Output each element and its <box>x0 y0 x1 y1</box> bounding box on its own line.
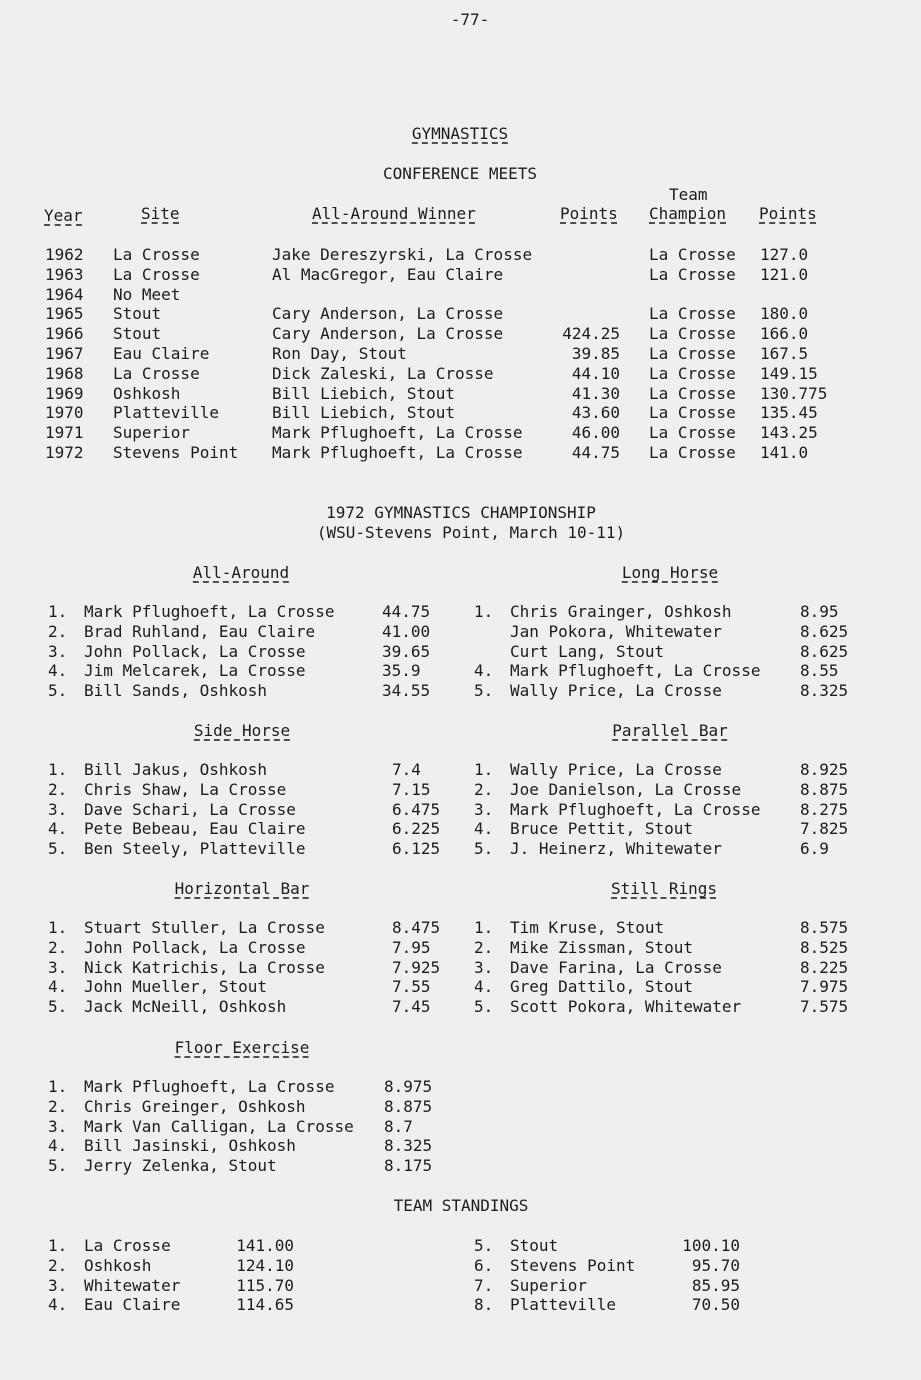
entry-score: 8.175 <box>384 1156 433 1176</box>
entry-score: 34.55 <box>382 681 431 701</box>
entry-name: Mark Pflughoeft, La Crosse <box>84 1077 335 1096</box>
entry-place: 4. <box>474 819 494 839</box>
entry-name: Wally Price, La Crosse <box>510 681 722 701</box>
entry-place: 1. <box>474 760 494 779</box>
entry-score: 6.125 <box>392 839 441 859</box>
row-team-champion: La Crosse <box>649 245 736 264</box>
row-year: 1967 <box>45 344 84 363</box>
entry-name: Dave Farina, La Crosse <box>510 957 722 977</box>
entry-score: 7.45 <box>392 997 431 1017</box>
entry-place: 2. <box>48 937 68 957</box>
entry-place: 4. <box>474 661 494 681</box>
header-team-line2: Champion <box>649 204 727 223</box>
standing-team: Eau Claire <box>84 1295 181 1315</box>
row-team-points: 166.0 <box>760 324 809 344</box>
row-site: Oshkosh <box>113 383 181 403</box>
entry-place: 5. <box>48 681 68 701</box>
row-team-points: 127.0 <box>760 245 809 264</box>
entry-place: 2. <box>474 937 494 957</box>
row-points: 44.75 <box>571 443 620 462</box>
standing-team: Stevens Point <box>510 1255 636 1275</box>
entry-score: 6.225 <box>392 819 441 839</box>
row-site: Stout <box>113 304 162 324</box>
event-heading: Horizontal Bar <box>174 879 310 898</box>
row-points: 44.10 <box>571 363 620 383</box>
entry-score: 8.95 <box>800 602 839 621</box>
standing-points: 114.65 <box>236 1295 294 1315</box>
row-points: 41.30 <box>571 383 620 403</box>
entry-place: 4. <box>48 819 68 839</box>
standing-points: 95.70 <box>691 1255 740 1275</box>
entry-name: Chris Shaw, La Crosse <box>84 779 287 799</box>
row-team-champion: La Crosse <box>649 423 736 443</box>
entry-name: Brad Ruhland, Eau Claire <box>84 621 316 641</box>
row-points: 46.00 <box>571 423 620 443</box>
entry-place: 1. <box>48 602 68 621</box>
row-site: Stout <box>113 324 162 344</box>
row-team-champion: La Crosse <box>649 403 736 423</box>
entry-name: Jim Melcarek, La Crosse <box>84 661 306 681</box>
row-team-points: 135.45 <box>760 403 818 423</box>
row-team-champion: La Crosse <box>649 324 736 344</box>
page-number: -77- <box>450 10 490 29</box>
row-winner: Ron Day, Stout <box>272 344 407 363</box>
entry-score: 35.9 <box>382 661 421 681</box>
event-heading: Side Horse <box>193 721 291 740</box>
header-team-points: Points <box>759 204 817 223</box>
standing-place: 3. <box>48 1275 68 1295</box>
entry-place: 2. <box>48 779 68 799</box>
row-winner: Cary Anderson, La Crosse <box>272 304 504 324</box>
entry-name: Mark Pflughoeft, La Crosse <box>510 661 761 681</box>
entry-name: John Pollack, La Crosse <box>84 641 306 661</box>
header-site: Site <box>141 204 180 223</box>
event-heading: All-Around <box>192 563 290 582</box>
row-winner: Al MacGregor, Eau Claire <box>272 264 504 284</box>
entry-score: 8.875 <box>384 1096 433 1116</box>
entry-name: J. Heinerz, Whitewater <box>510 839 722 859</box>
entry-score: 7.55 <box>392 977 431 997</box>
section-title: GYMNASTICS <box>411 124 509 143</box>
entry-place: 4. <box>474 977 494 997</box>
row-team-points: 180.0 <box>760 304 809 324</box>
row-team-champion: La Crosse <box>649 363 736 383</box>
entry-place: 5. <box>474 839 494 859</box>
entry-place: 3. <box>48 799 68 819</box>
entry-score: 8.225 <box>800 957 849 977</box>
row-site: Eau Claire <box>113 344 210 363</box>
standing-points: 85.95 <box>691 1275 740 1295</box>
standing-team: Stout <box>510 1236 559 1255</box>
entry-name: Ben Steely, Platteville <box>84 839 306 859</box>
row-site: La Crosse <box>113 245 200 264</box>
entry-name: Scott Pokora, Whitewater <box>510 997 742 1017</box>
team-standings-title: TEAM STANDINGS <box>393 1196 529 1215</box>
championship-subtitle: (WSU-Stevens Point, March 10-11) <box>316 523 626 542</box>
entry-place: 3. <box>48 957 68 977</box>
entry-name: Mike Zissman, Stout <box>510 937 694 957</box>
entry-score: 39.65 <box>382 641 431 661</box>
row-points: 39.85 <box>571 344 620 363</box>
entry-score: 41.00 <box>382 621 431 641</box>
row-winner: Bill Liebich, Stout <box>272 403 456 423</box>
row-team-points: 141.0 <box>760 443 809 462</box>
entry-place: 5. <box>48 997 68 1017</box>
standing-place: 2. <box>48 1255 68 1275</box>
entry-name: Mark Van Calligan, La Crosse <box>84 1116 354 1136</box>
entry-score: 8.55 <box>800 661 839 681</box>
row-team-champion: La Crosse <box>649 264 736 284</box>
row-site: Platteville <box>113 403 219 423</box>
entry-place: 4. <box>48 977 68 997</box>
event-heading: Long Horse <box>621 563 719 582</box>
entry-score: 8.7 <box>384 1116 413 1136</box>
row-year: 1962 <box>45 245 84 264</box>
entry-score: 8.625 <box>800 641 849 661</box>
entry-place: 1. <box>474 918 494 937</box>
entry-score: 8.625 <box>800 621 849 641</box>
standing-place: 5. <box>474 1236 494 1255</box>
entry-name: Jan Pokora, Whitewater <box>510 621 722 641</box>
entry-score: 7.95 <box>392 937 431 957</box>
championship-title: 1972 GYMNASTICS CHAMPIONSHIP <box>326 503 596 522</box>
entry-name: Tim Kruse, Stout <box>510 918 665 937</box>
entry-name: Dave Schari, La Crosse <box>84 799 296 819</box>
row-year: 1966 <box>45 324 84 344</box>
entry-score: 7.975 <box>800 977 849 997</box>
entry-name: Curt Lang, Stout <box>510 641 665 661</box>
standing-points: 70.50 <box>691 1295 740 1315</box>
entry-score: 7.925 <box>392 957 441 977</box>
entry-score: 8.575 <box>800 918 849 937</box>
entry-name: Jack McNeill, Oshkosh <box>84 997 287 1017</box>
row-team-points: 167.5 <box>760 344 809 363</box>
entry-name: Bill Jasinski, Oshkosh <box>84 1136 296 1156</box>
row-year: 1971 <box>45 423 84 443</box>
row-winner: Mark Pflughoeft, La Crosse <box>272 443 523 462</box>
entry-place: 5. <box>48 839 68 859</box>
standing-points: 115.70 <box>236 1275 294 1295</box>
row-team-points: 121.0 <box>760 264 809 284</box>
standing-points: 100.10 <box>682 1236 740 1255</box>
header-winner: All-Around Winner <box>312 204 476 223</box>
entry-score: 8.525 <box>800 937 849 957</box>
event-heading: Still Rings <box>611 879 717 898</box>
row-year: 1972 <box>45 443 84 462</box>
row-site: La Crosse <box>113 264 200 284</box>
row-site: Stevens Point <box>113 443 239 462</box>
standing-place: 7. <box>474 1275 494 1295</box>
row-team-champion: La Crosse <box>649 304 736 324</box>
entry-place: 4. <box>48 661 68 681</box>
entry-place: 2. <box>474 779 494 799</box>
entry-score: 8.975 <box>384 1077 433 1096</box>
row-team-champion: La Crosse <box>649 383 736 403</box>
entry-score: 8.875 <box>800 779 849 799</box>
entry-name: Stuart Stuller, La Crosse <box>84 918 325 937</box>
entry-place: 2. <box>48 621 68 641</box>
standing-team: Platteville <box>510 1295 616 1315</box>
row-year: 1963 <box>45 264 84 284</box>
standing-place: 4. <box>48 1295 68 1315</box>
entry-place: 5. <box>474 997 494 1017</box>
row-year: 1964 <box>45 284 84 304</box>
entry-name: John Pollack, La Crosse <box>84 937 306 957</box>
row-winner: Cary Anderson, La Crosse <box>272 324 504 344</box>
header-year: Year <box>44 206 83 225</box>
entry-score: 7.4 <box>392 760 421 779</box>
row-winner: Jake Dereszyrski, La Crosse <box>272 245 533 264</box>
row-winner: Bill Liebich, Stout <box>272 383 456 403</box>
entry-place: 5. <box>48 1156 68 1176</box>
standing-team: La Crosse <box>84 1236 171 1255</box>
entry-place: 3. <box>474 957 494 977</box>
entry-place: 4. <box>48 1136 68 1156</box>
entry-name: Chris Grainger, Oshkosh <box>510 602 732 621</box>
entry-score: 8.325 <box>384 1136 433 1156</box>
entry-score: 44.75 <box>382 602 431 621</box>
row-winner: Mark Pflughoeft, La Crosse <box>272 423 523 443</box>
row-team-points: 149.15 <box>760 363 818 383</box>
standing-place: 8. <box>474 1295 494 1315</box>
entry-place: 3. <box>48 1116 68 1136</box>
standing-team: Oshkosh <box>84 1255 152 1275</box>
standing-place: 6. <box>474 1255 494 1275</box>
entry-score: 7.15 <box>392 779 431 799</box>
entry-place: 1. <box>474 602 494 621</box>
standing-team: Superior <box>510 1275 588 1295</box>
entry-place: 2. <box>48 1096 68 1116</box>
row-year: 1965 <box>45 304 84 324</box>
entry-name: Bill Sands, Oshkosh <box>84 681 268 701</box>
row-team-points: 130.775 <box>760 383 828 403</box>
row-team-champion: La Crosse <box>649 443 736 462</box>
row-points: 43.60 <box>571 403 620 423</box>
header-team-line1: Team <box>669 185 708 204</box>
entry-name: Pete Bebeau, Eau Claire <box>84 819 306 839</box>
entry-place: 1. <box>48 760 68 779</box>
row-year: 1970 <box>45 403 84 423</box>
entry-score: 7.825 <box>800 819 849 839</box>
header-points: Points <box>560 204 618 223</box>
entry-score: 8.925 <box>800 760 849 779</box>
entry-name: Mark Pflughoeft, La Crosse <box>510 799 761 819</box>
standing-team: Whitewater <box>84 1275 181 1295</box>
entry-score: 6.475 <box>392 799 441 819</box>
row-points: 424.25 <box>562 324 620 344</box>
entry-place: 5. <box>474 681 494 701</box>
entry-place: 1. <box>48 918 68 937</box>
entry-name: Joe Danielson, La Crosse <box>510 779 742 799</box>
entry-name: Wally Price, La Crosse <box>510 760 722 779</box>
event-heading: Parallel Bar <box>612 721 728 740</box>
entry-score: 7.575 <box>800 997 849 1017</box>
section-subtitle: CONFERENCE MEETS <box>382 164 538 183</box>
entry-name: John Mueller, Stout <box>84 977 268 997</box>
row-year: 1968 <box>45 363 84 383</box>
row-year: 1969 <box>45 383 84 403</box>
entry-name: Jerry Zelenka, Stout <box>84 1156 277 1176</box>
event-heading: Floor Exercise <box>174 1038 310 1057</box>
entry-name: Bruce Pettit, Stout <box>510 819 694 839</box>
standing-place: 1. <box>48 1236 68 1255</box>
row-site: Superior <box>113 423 191 443</box>
standing-points: 124.10 <box>236 1255 294 1275</box>
row-site: La Crosse <box>113 363 200 383</box>
entry-place: 3. <box>48 641 68 661</box>
entry-name: Greg Dattilo, Stout <box>510 977 694 997</box>
entry-name: Bill Jakus, Oshkosh <box>84 760 268 779</box>
entry-score: 6.9 <box>800 839 829 859</box>
standing-points: 141.00 <box>236 1236 294 1255</box>
entry-name: Chris Greinger, Oshkosh <box>84 1096 306 1116</box>
entry-score: 8.325 <box>800 681 849 701</box>
row-site: No Meet <box>113 284 181 304</box>
entry-score: 8.475 <box>392 918 441 937</box>
row-team-champion: La Crosse <box>649 344 736 363</box>
entry-place: 1. <box>48 1077 68 1096</box>
entry-place: 3. <box>474 799 494 819</box>
row-winner: Dick Zaleski, La Crosse <box>272 363 494 383</box>
row-team-points: 143.25 <box>760 423 818 443</box>
entry-name: Nick Katrichis, La Crosse <box>84 957 325 977</box>
entry-score: 8.275 <box>800 799 849 819</box>
entry-name: Mark Pflughoeft, La Crosse <box>84 602 335 621</box>
